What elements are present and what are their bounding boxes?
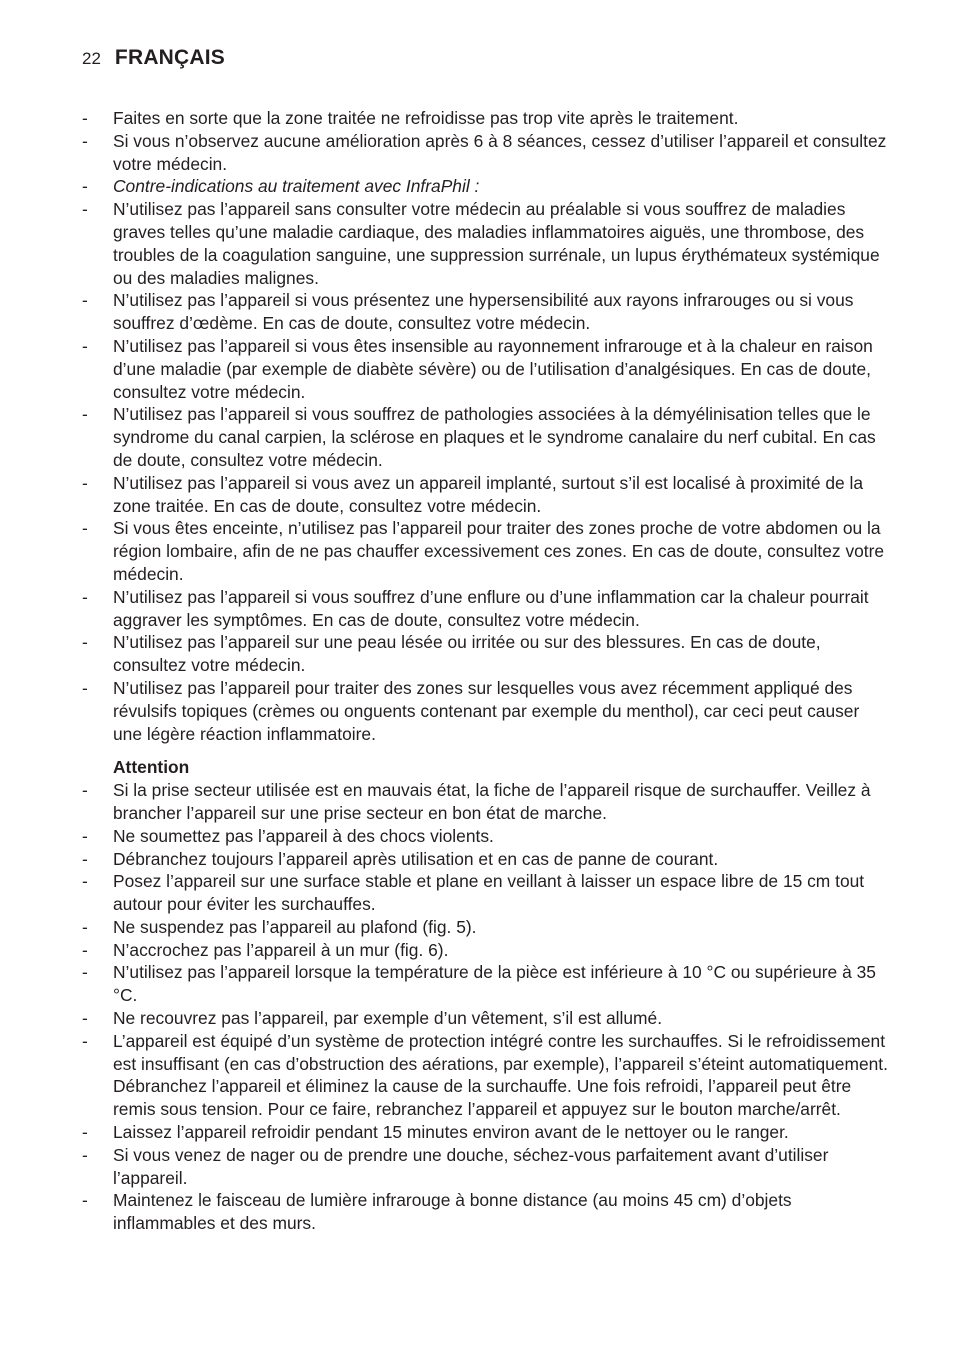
dash-bullet: - bbox=[82, 871, 88, 892]
dash-bullet: - bbox=[82, 1122, 88, 1143]
list-item bbox=[82, 1189, 888, 1235]
dash-bullet: - bbox=[82, 176, 88, 197]
list-item bbox=[82, 198, 888, 289]
list-item-text: N’utilisez pas l’appareil si vous avez un appareil implanté, surtout s’il est localisé à proximité de la zone traitée. En cas de doute, consultez votre médecin. bbox=[113, 472, 864, 516]
list-item bbox=[82, 1144, 888, 1190]
list-item bbox=[82, 472, 888, 518]
list-item bbox=[82, 586, 888, 632]
dash-bullet: - bbox=[82, 825, 88, 846]
dash-bullet: - bbox=[82, 472, 88, 493]
list-item-text: Faites en sorte que la zone traitée ne refroidisse pas trop vite après le traitement. bbox=[113, 108, 739, 128]
dash-bullet: - bbox=[82, 199, 88, 220]
list-item-text: Maintenez le faisceau de lumière infrarouge à bonne distance (au moins 45 cm) d’objets inflammables et des murs. bbox=[113, 1190, 792, 1234]
dash-bullet: - bbox=[82, 962, 88, 983]
list-item bbox=[82, 107, 888, 130]
list-item-text: Si vous venez de nager ou de prendre une douche, séchez-vous parfaitement avant d’utiliser l’appareil. bbox=[113, 1144, 829, 1188]
dash-bullet: - bbox=[82, 1190, 88, 1211]
dash-bullet: - bbox=[82, 108, 88, 128]
dash-bullet: - bbox=[82, 939, 88, 960]
list-item-text: N’utilisez pas l’appareil si vous souffrez de pathologies associées à la démyélinisation telles que le syndrome du canal carpien, la sclérose en plaques et le syndrome canalaire du nerf cubital. En cas de doute, consultez votre médecin. bbox=[113, 404, 876, 470]
dash-bullet: - bbox=[82, 916, 88, 937]
list-item-text: N’utilisez pas l’appareil sur une peau lésée ou irritée ou sur des blessures. En cas de doute, consultez votre médecin. bbox=[113, 632, 821, 676]
list-item bbox=[82, 130, 888, 176]
list-item bbox=[82, 677, 888, 745]
precautions-list bbox=[82, 107, 888, 745]
page-number: 22 bbox=[82, 49, 101, 68]
dash-bullet: - bbox=[82, 335, 88, 356]
list-item bbox=[82, 1007, 888, 1030]
list-item bbox=[82, 848, 888, 871]
list-item bbox=[82, 825, 888, 848]
list-item bbox=[82, 1030, 888, 1121]
language-title: FRANÇAIS bbox=[114, 46, 226, 69]
list-item-text: N’utilisez pas l’appareil sans consulter votre médecin au préalable si vous souffrez de maladies graves telles qu’une maladie cardiaque, des maladies inflammatoires aiguës, une thrombose, des troubles de la coagulation sanguine, une suppression surrénale, un lupus érythémateux systémique ou des maladies malignes. bbox=[113, 199, 880, 288]
list-item-text: Laissez l’appareil refroidir pendant 15 minutes environ avant de le nettoyer ou le ranger. bbox=[113, 1122, 789, 1143]
dash-bullet: - bbox=[82, 1030, 88, 1051]
list-item-text: N’utilisez pas l’appareil lorsque la température de la pièce est inférieure à 10 °C ou supérieure à 35 °C. bbox=[113, 962, 876, 1006]
contraindications-heading-item bbox=[82, 175, 888, 198]
list-item bbox=[82, 961, 888, 1007]
document-body bbox=[82, 107, 888, 1235]
dash-bullet: - bbox=[82, 290, 88, 311]
list-item bbox=[82, 916, 888, 939]
list-item-text: Si vous n’observez aucune amélioration après 6 à 8 séances, cessez d’utiliser l’appareil et consultez votre médecin. bbox=[113, 130, 887, 174]
list-item bbox=[82, 517, 888, 585]
list-item bbox=[82, 1121, 888, 1144]
dash-bullet: - bbox=[82, 518, 88, 539]
list-item-text: N’utilisez pas l’appareil si vous présentez une hypersensibilité aux rayons infrarouges ou si vous souffrez d’œdème. En cas de doute, consultez votre médecin. bbox=[113, 290, 854, 334]
list-item bbox=[82, 403, 888, 471]
list-item bbox=[82, 779, 888, 825]
dash-bullet: - bbox=[82, 130, 88, 151]
list-item bbox=[82, 289, 888, 335]
dash-bullet: - bbox=[82, 848, 88, 869]
list-item-text: N’accrochez pas l’appareil à un mur (fig. 6). bbox=[113, 939, 449, 960]
list-item bbox=[82, 631, 888, 677]
list-item-text: Débranchez toujours l’appareil après utilisation et en cas de panne de courant. bbox=[113, 848, 719, 869]
list-item bbox=[82, 939, 888, 962]
attention-heading: Attention bbox=[113, 757, 190, 778]
dash-bullet: - bbox=[82, 632, 88, 653]
list-item-text: Si la prise secteur utilisée est en mauvais état, la fiche de l’appareil risque de surchauffer. Veillez à brancher l’appareil sur une prise secteur en bon état de marche. bbox=[113, 780, 871, 823]
list-item bbox=[82, 870, 888, 916]
page-header bbox=[82, 46, 225, 70]
list-item-text: Posez l’appareil sur une surface stable et plane en veillant à laisser un espace libre de 15 cm tout autour pour éviter les surchauffes. bbox=[113, 871, 865, 915]
list-item-text: N’utilisez pas l’appareil si vous êtes insensible au rayonnement infrarouge et à la chaleur en raison d’une maladie (par exemple de diabète sévère) ou de l’utilisation d’analgésiques. En cas de doute, consultez votre médecin. bbox=[113, 335, 873, 402]
dash-bullet: - bbox=[82, 1144, 88, 1165]
dash-bullet: - bbox=[82, 586, 88, 607]
list-item-text: N’utilisez pas l’appareil pour traiter des zones sur lesquelles vous avez récemment appliqué des révulsifs topiques (crèmes ou onguents contenant par exemple du menthol), car ceci peut causer une légère réaction inflammatoire. bbox=[113, 677, 860, 744]
dash-bullet: - bbox=[82, 677, 88, 698]
list-item-text: Ne soumettez pas l’appareil à des chocs violents. bbox=[113, 825, 494, 846]
list-item bbox=[82, 335, 888, 403]
dash-bullet: - bbox=[82, 780, 88, 801]
dash-bullet: - bbox=[82, 404, 88, 425]
list-item-text: L’appareil est équipé d’un système de protection intégré contre les surchauffes. Si le refroidissement est insuffisant (en cas d’obstruction des aérations, par exemple), l’appareil s’éteint automatiquement. Débranchez l’appareil et éliminez la cause de la surchauffe. Une fois refroidi, l’appareil peut être remis sous tension. Pour ce faire, rebranchez l’appareil et appuyez sur le bouton marche/arrêt. bbox=[113, 1030, 888, 1120]
list-item-text: Si vous êtes enceinte, n’utilisez pas l’appareil pour traiter des zones proche de votre abdomen ou la région lombaire, afin de ne pas chauffer excessivement ces zones. En cas de doute, consultez votre médecin. bbox=[113, 518, 885, 584]
attention-list bbox=[82, 779, 888, 1235]
list-item-text: N’utilisez pas l’appareil si vous souffrez d’une enflure ou d’une inflammation car la chaleur pourrait aggraver les symptômes. En cas de doute, consultez votre médecin. bbox=[113, 586, 869, 630]
list-item-text: Ne recouvrez pas l’appareil, par exemple d’un vêtement, s’il est allumé. bbox=[113, 1008, 663, 1029]
contraindications-heading: Contre-indications au traitement avec InfraPhil : bbox=[113, 176, 480, 197]
list-item-text: Ne suspendez pas l’appareil au plafond (fig. 5). bbox=[113, 916, 477, 937]
dash-bullet: - bbox=[82, 1008, 88, 1029]
